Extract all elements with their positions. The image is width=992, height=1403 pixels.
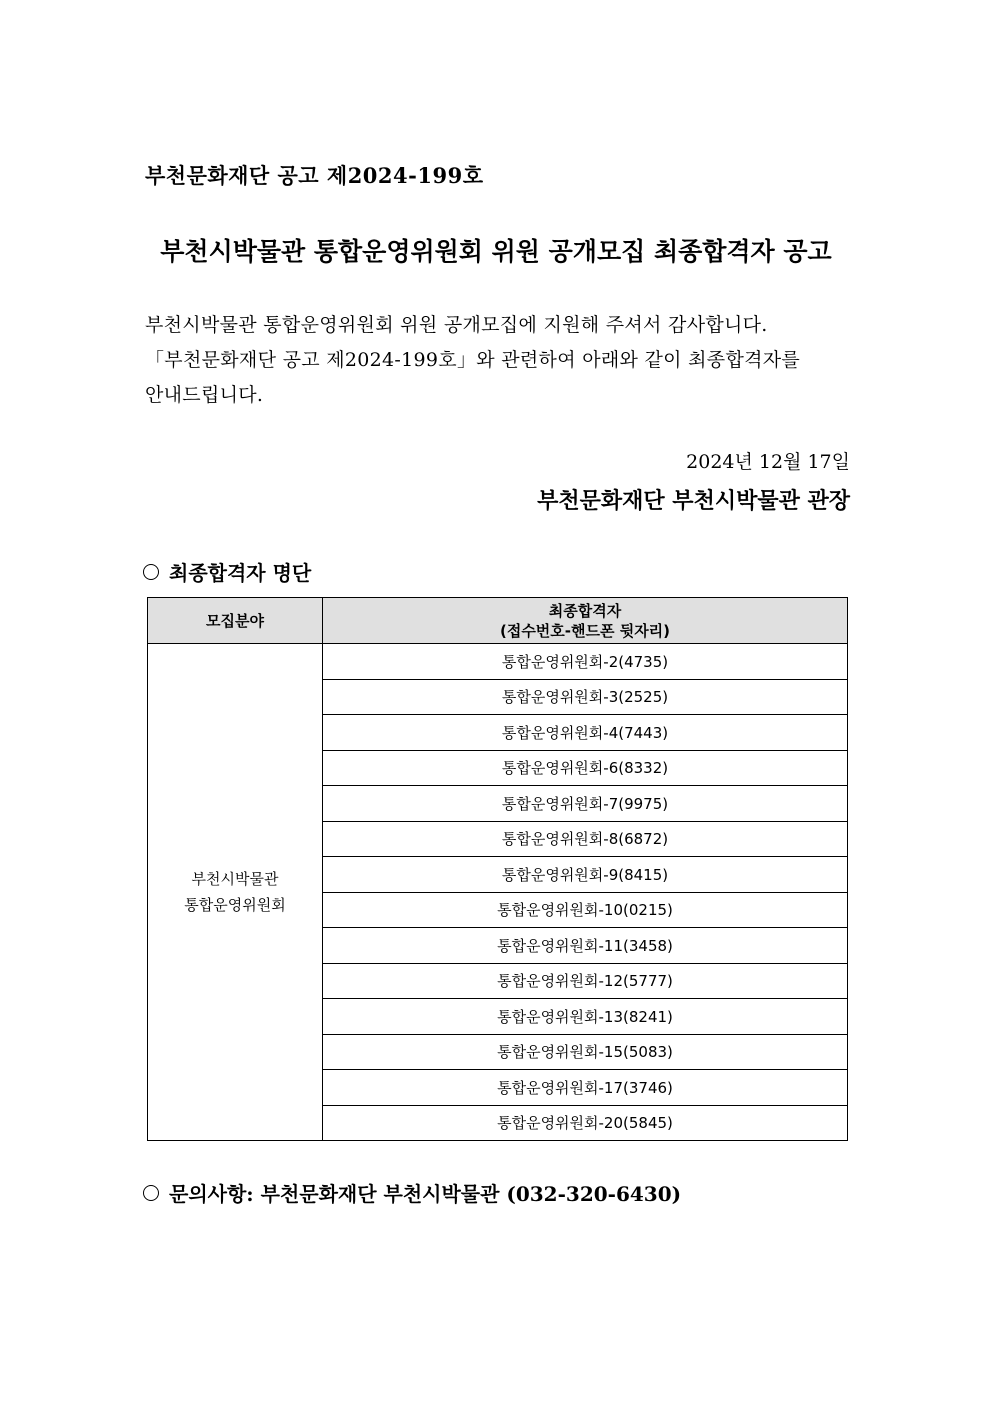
body-line-2: 「부천문화재단 공고 제2024-199호」와 관련하여 아래와 같이 최종합격자를 [145, 349, 801, 371]
result-cell: 통합운영위원회-4(7443) [323, 715, 848, 751]
result-cell: 통합운영위원회-17(3746) [323, 1070, 848, 1106]
circle-bullet-icon [143, 1185, 159, 1201]
category-cell [148, 644, 323, 1141]
category-line1: 부천시박물관 [191, 870, 279, 888]
body-line-1: 부천시박물관 통합운영위원회 위원 공개모집에 지원해 주셔서 감사합니다. [145, 314, 768, 336]
result-cell: 통합운영위원회-7(9975) [323, 786, 848, 822]
contact-info [143, 1178, 681, 1207]
result-cell: 통합운영위원회-2(4735) [323, 644, 848, 680]
contact-label: 문의사항: 부천문화재단 부천시박물관 (032-320-6430) [169, 1182, 682, 1206]
result-cell: 통합운영위원회-20(5845) [323, 1105, 848, 1141]
signer: 부천문화재단 부천시박물관 관장 [537, 488, 850, 514]
section-heading [143, 557, 311, 586]
header-category [148, 598, 323, 644]
result-cell: 통합운영위원회-9(8415) [323, 857, 848, 893]
header-category-label: 모집분야 [206, 611, 264, 630]
results-table [147, 597, 848, 1141]
result-cell: 통합운영위원회-12(5777) [323, 963, 848, 999]
result-cell: 통합운영위원회-15(5083) [323, 1034, 848, 1070]
result-cell: 통합운영위원회-11(3458) [323, 928, 848, 964]
document-title: 부천시박물관 통합운영위원회 위원 공개모집 최종합격자 공고 [160, 237, 832, 266]
header-result [323, 598, 848, 644]
document-date: 2024년 12월 17일 [686, 451, 850, 473]
result-cell: 통합운영위원회-8(6872) [323, 821, 848, 857]
table-header-row [148, 598, 848, 644]
section-heading-label: 최종합격자 명단 [169, 561, 312, 585]
circle-bullet-icon [143, 564, 159, 580]
table-row [148, 644, 848, 680]
result-cell: 통합운영위원회-13(8241) [323, 999, 848, 1035]
body-line-3: 안내드립니다. [145, 384, 264, 406]
header-result-line1: 최종합격자 [548, 601, 622, 620]
category-line2: 통합운영위원회 [184, 896, 286, 914]
result-cell: 통합운영위원회-6(8332) [323, 750, 848, 786]
result-cell: 통합운영위원회-3(2525) [323, 679, 848, 715]
header-result-line2: (접수번호-핸드폰 뒷자리) [499, 621, 671, 640]
notice-number: 부천문화재단 공고 제2024-199호 [145, 163, 484, 188]
result-cell: 통합운영위원회-10(0215) [323, 892, 848, 928]
